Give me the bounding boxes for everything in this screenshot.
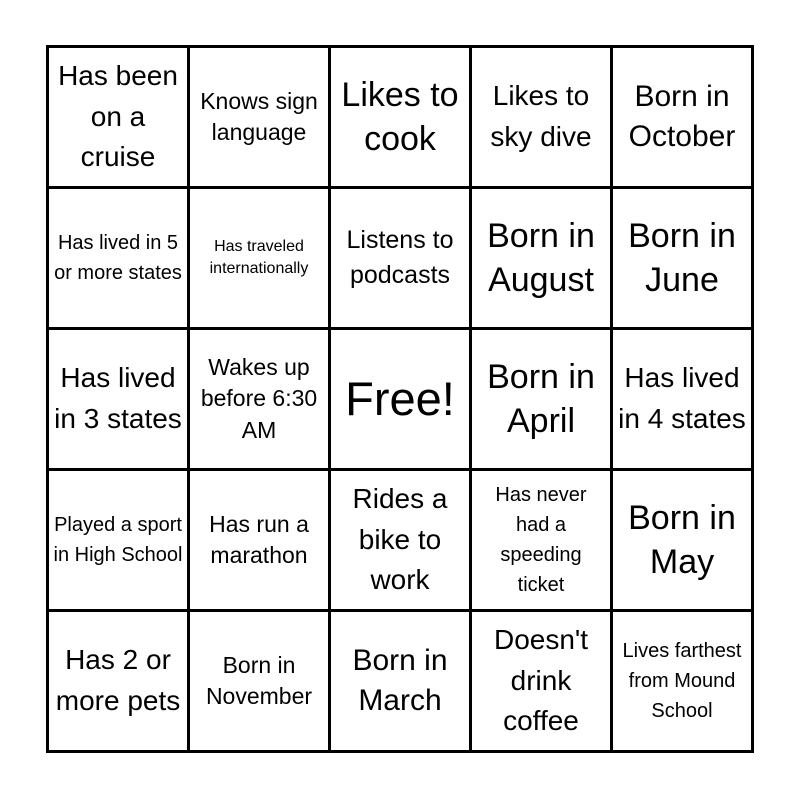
bingo-cell[interactable] (49, 189, 187, 327)
bingo-cell[interactable] (331, 48, 469, 186)
bingo-cell[interactable] (331, 612, 469, 750)
cell-text: Born in March (352, 643, 448, 717)
bingo-cell[interactable] (613, 48, 751, 186)
bingo-cell[interactable] (49, 471, 187, 609)
bingo-cell[interactable] (190, 330, 328, 468)
bingo-cell[interactable] (190, 189, 328, 327)
bingo-cell[interactable] (49, 612, 187, 750)
bingo-cell[interactable] (472, 612, 610, 750)
cell-text: Has lived in 5 or more states (54, 232, 182, 284)
bingo-cell[interactable] (190, 471, 328, 609)
bingo-cell[interactable] (613, 471, 751, 609)
bingo-cell[interactable] (49, 330, 187, 468)
cell-text: Likes to cook (341, 75, 459, 158)
bingo-cell[interactable] (472, 471, 610, 609)
cell-text: Has lived in 3 states (54, 362, 182, 434)
bingo-cell[interactable] (331, 471, 469, 609)
cell-text: Doesn't drink coffee (493, 624, 589, 737)
bingo-cell[interactable] (49, 48, 187, 186)
cell-text: Has 2 or more pets (55, 644, 181, 716)
cell-text: Wakes up before 6:30 AM (200, 354, 318, 443)
cell-text: Likes to sky dive (490, 80, 592, 152)
bingo-cell-free[interactable] (331, 330, 469, 468)
cell-text: Lives farthest from Mound School (622, 640, 742, 722)
cell-text: Knows sign language (200, 87, 318, 145)
cell-text: Has run a marathon (209, 510, 309, 568)
bingo-cell[interactable] (472, 330, 610, 468)
cell-text: Born in November (205, 651, 313, 709)
cell-text: Has never had a speeding ticket (495, 484, 587, 596)
cell-text: Born in June (628, 216, 736, 299)
cell-text: Born in April (487, 357, 595, 440)
bingo-cell[interactable] (331, 189, 469, 327)
bingo-cell[interactable] (613, 612, 751, 750)
cell-text: Free! (345, 372, 455, 426)
bingo-cell[interactable] (613, 189, 751, 327)
bingo-cell[interactable] (190, 612, 328, 750)
bingo-cell[interactable] (613, 330, 751, 468)
cell-text: Has been on a cruise (58, 60, 178, 173)
cell-text: Has lived in 4 states (618, 362, 746, 434)
cell-text: Listens to podcasts (346, 226, 454, 289)
cell-text: Born in May (628, 498, 736, 581)
cell-text: Rides a bike to work (352, 483, 448, 596)
cell-text: Played a sport in High School (53, 514, 183, 566)
bingo-cell[interactable] (472, 48, 610, 186)
bingo-board (46, 45, 754, 753)
bingo-cell[interactable] (472, 189, 610, 327)
cell-text: Born in August (487, 216, 595, 299)
bingo-cell[interactable] (190, 48, 328, 186)
cell-text: Born in October (628, 79, 736, 153)
cell-text: Has traveled internationally (209, 237, 309, 277)
